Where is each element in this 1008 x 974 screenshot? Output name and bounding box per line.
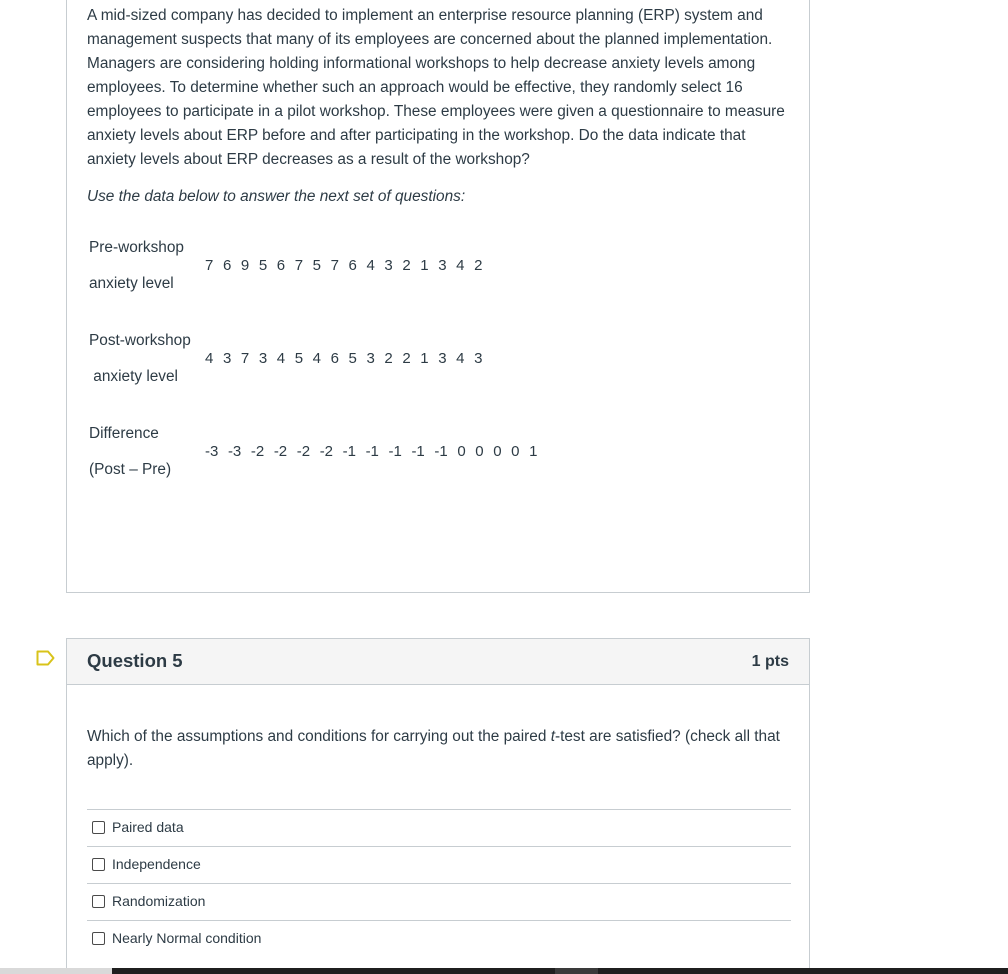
data-value: 0: [511, 443, 520, 460]
question-text-italic: t: [550, 728, 555, 745]
row-values: [205, 349, 492, 369]
taskbar-edge: [0, 968, 112, 974]
data-value: 2: [402, 350, 411, 367]
answer-option-paired-data[interactable]: [87, 809, 791, 846]
data-value: 5: [294, 350, 304, 367]
data-value: 3: [384, 257, 393, 274]
data-value: 5: [258, 257, 268, 274]
passage-text: A mid-sized company has decided to implement an enterprise resource planning (ERP) system and management suspects that many of its employees are concerned about the planned implementation. Managers are considering holding informational workshops to help decrease anxiety levels among employees. To determine whether such an approach would be effective, they randomly select 16 employees to participate in a pilot workshop. These employees were given a questionnaire to measure anxiety levels about ERP before and after participating in the workshop. Do the data indicate that anxiety levels about ERP decreases as a result of the workshop?: [87, 7, 785, 168]
data-value: 4: [276, 350, 286, 367]
data-value: 3: [438, 350, 447, 367]
data-row-difference: [89, 424, 649, 496]
data-value: 1: [420, 257, 429, 274]
answer-label: Nearly Normal condition: [112, 930, 262, 946]
data-value: 4: [456, 350, 465, 367]
answer-option-randomization[interactable]: [87, 883, 791, 920]
answer-label: Independence: [112, 856, 201, 872]
data-value: 0: [457, 443, 466, 460]
data-value: 6: [276, 257, 286, 274]
data-value: 2: [384, 350, 393, 367]
checkbox[interactable]: [92, 858, 105, 871]
data-row-post: [89, 331, 649, 403]
answer-list: [87, 809, 791, 957]
answer-label: Paired data: [112, 819, 184, 835]
flag-outline-icon[interactable]: [36, 650, 56, 666]
row-label-line2: (Post – Pre): [89, 461, 172, 478]
row-label-line1: Pre-workshop: [89, 239, 184, 256]
question-text-after: -test are satisfied? (check all that apply).: [87, 728, 780, 769]
data-value: -2: [319, 443, 334, 460]
taskbar-item: [555, 968, 598, 974]
data-value: -3: [227, 443, 242, 460]
data-value: -1: [411, 443, 425, 460]
row-label-line1: Post-workshop: [89, 332, 191, 349]
row-label-line2: anxiety level: [89, 275, 174, 292]
question-text-before: Which of the assumptions and conditions for carrying out the paired: [87, 728, 551, 745]
checkbox[interactable]: [92, 895, 105, 908]
data-value: 7: [240, 350, 250, 367]
data-value: 0: [493, 443, 502, 460]
data-value: 7: [205, 257, 214, 274]
data-value: 5: [348, 350, 357, 367]
checkbox[interactable]: [92, 932, 105, 945]
data-value: 4: [366, 257, 375, 274]
question-points: 1 pts: [751, 653, 789, 670]
data-value: 3: [222, 350, 232, 367]
data-value: 7: [330, 257, 339, 274]
row-label-line2: anxiety level: [89, 368, 178, 385]
checkbox[interactable]: [92, 821, 105, 834]
data-value: 3: [474, 350, 483, 367]
data-value: 4: [456, 257, 465, 274]
data-value: 5: [312, 257, 321, 274]
question-header: [67, 639, 809, 685]
question-title: Question 5: [87, 650, 183, 671]
data-value: -1: [342, 443, 356, 460]
data-value: -3: [205, 443, 219, 460]
data-value: 3: [366, 350, 375, 367]
data-value: -1: [388, 443, 402, 460]
row-label-line1: Difference: [89, 425, 159, 442]
data-value: -2: [296, 443, 311, 460]
data-value: 2: [474, 257, 483, 274]
passage-card: [66, 0, 810, 593]
data-value: -1: [434, 443, 448, 460]
data-value: 1: [420, 350, 429, 367]
data-value: 0: [475, 443, 484, 460]
data-value: -2: [273, 443, 288, 460]
data-value: 6: [348, 257, 357, 274]
data-value: 3: [258, 350, 268, 367]
data-value: 4: [312, 350, 321, 367]
row-values: [205, 256, 492, 276]
data-value: 3: [438, 257, 447, 274]
answer-option-independence[interactable]: [87, 846, 791, 883]
data-value: 9: [240, 257, 250, 274]
data-instruction: Use the data below to answer the next set of questions:: [87, 188, 466, 205]
row-values: [205, 442, 547, 462]
data-value: 7: [294, 257, 304, 274]
data-row-pre: [89, 238, 649, 310]
answer-label: Randomization: [112, 893, 206, 909]
question-card: [66, 638, 810, 974]
data-value: -1: [365, 443, 379, 460]
data-value: -2: [250, 443, 265, 460]
data-value: 4: [205, 350, 214, 367]
answer-option-nearly-normal[interactable]: [87, 920, 791, 957]
data-value: 1: [529, 443, 538, 460]
question-text: [87, 725, 787, 773]
data-value: 2: [402, 257, 411, 274]
data-value: 6: [330, 350, 339, 367]
data-value: 6: [222, 257, 232, 274]
